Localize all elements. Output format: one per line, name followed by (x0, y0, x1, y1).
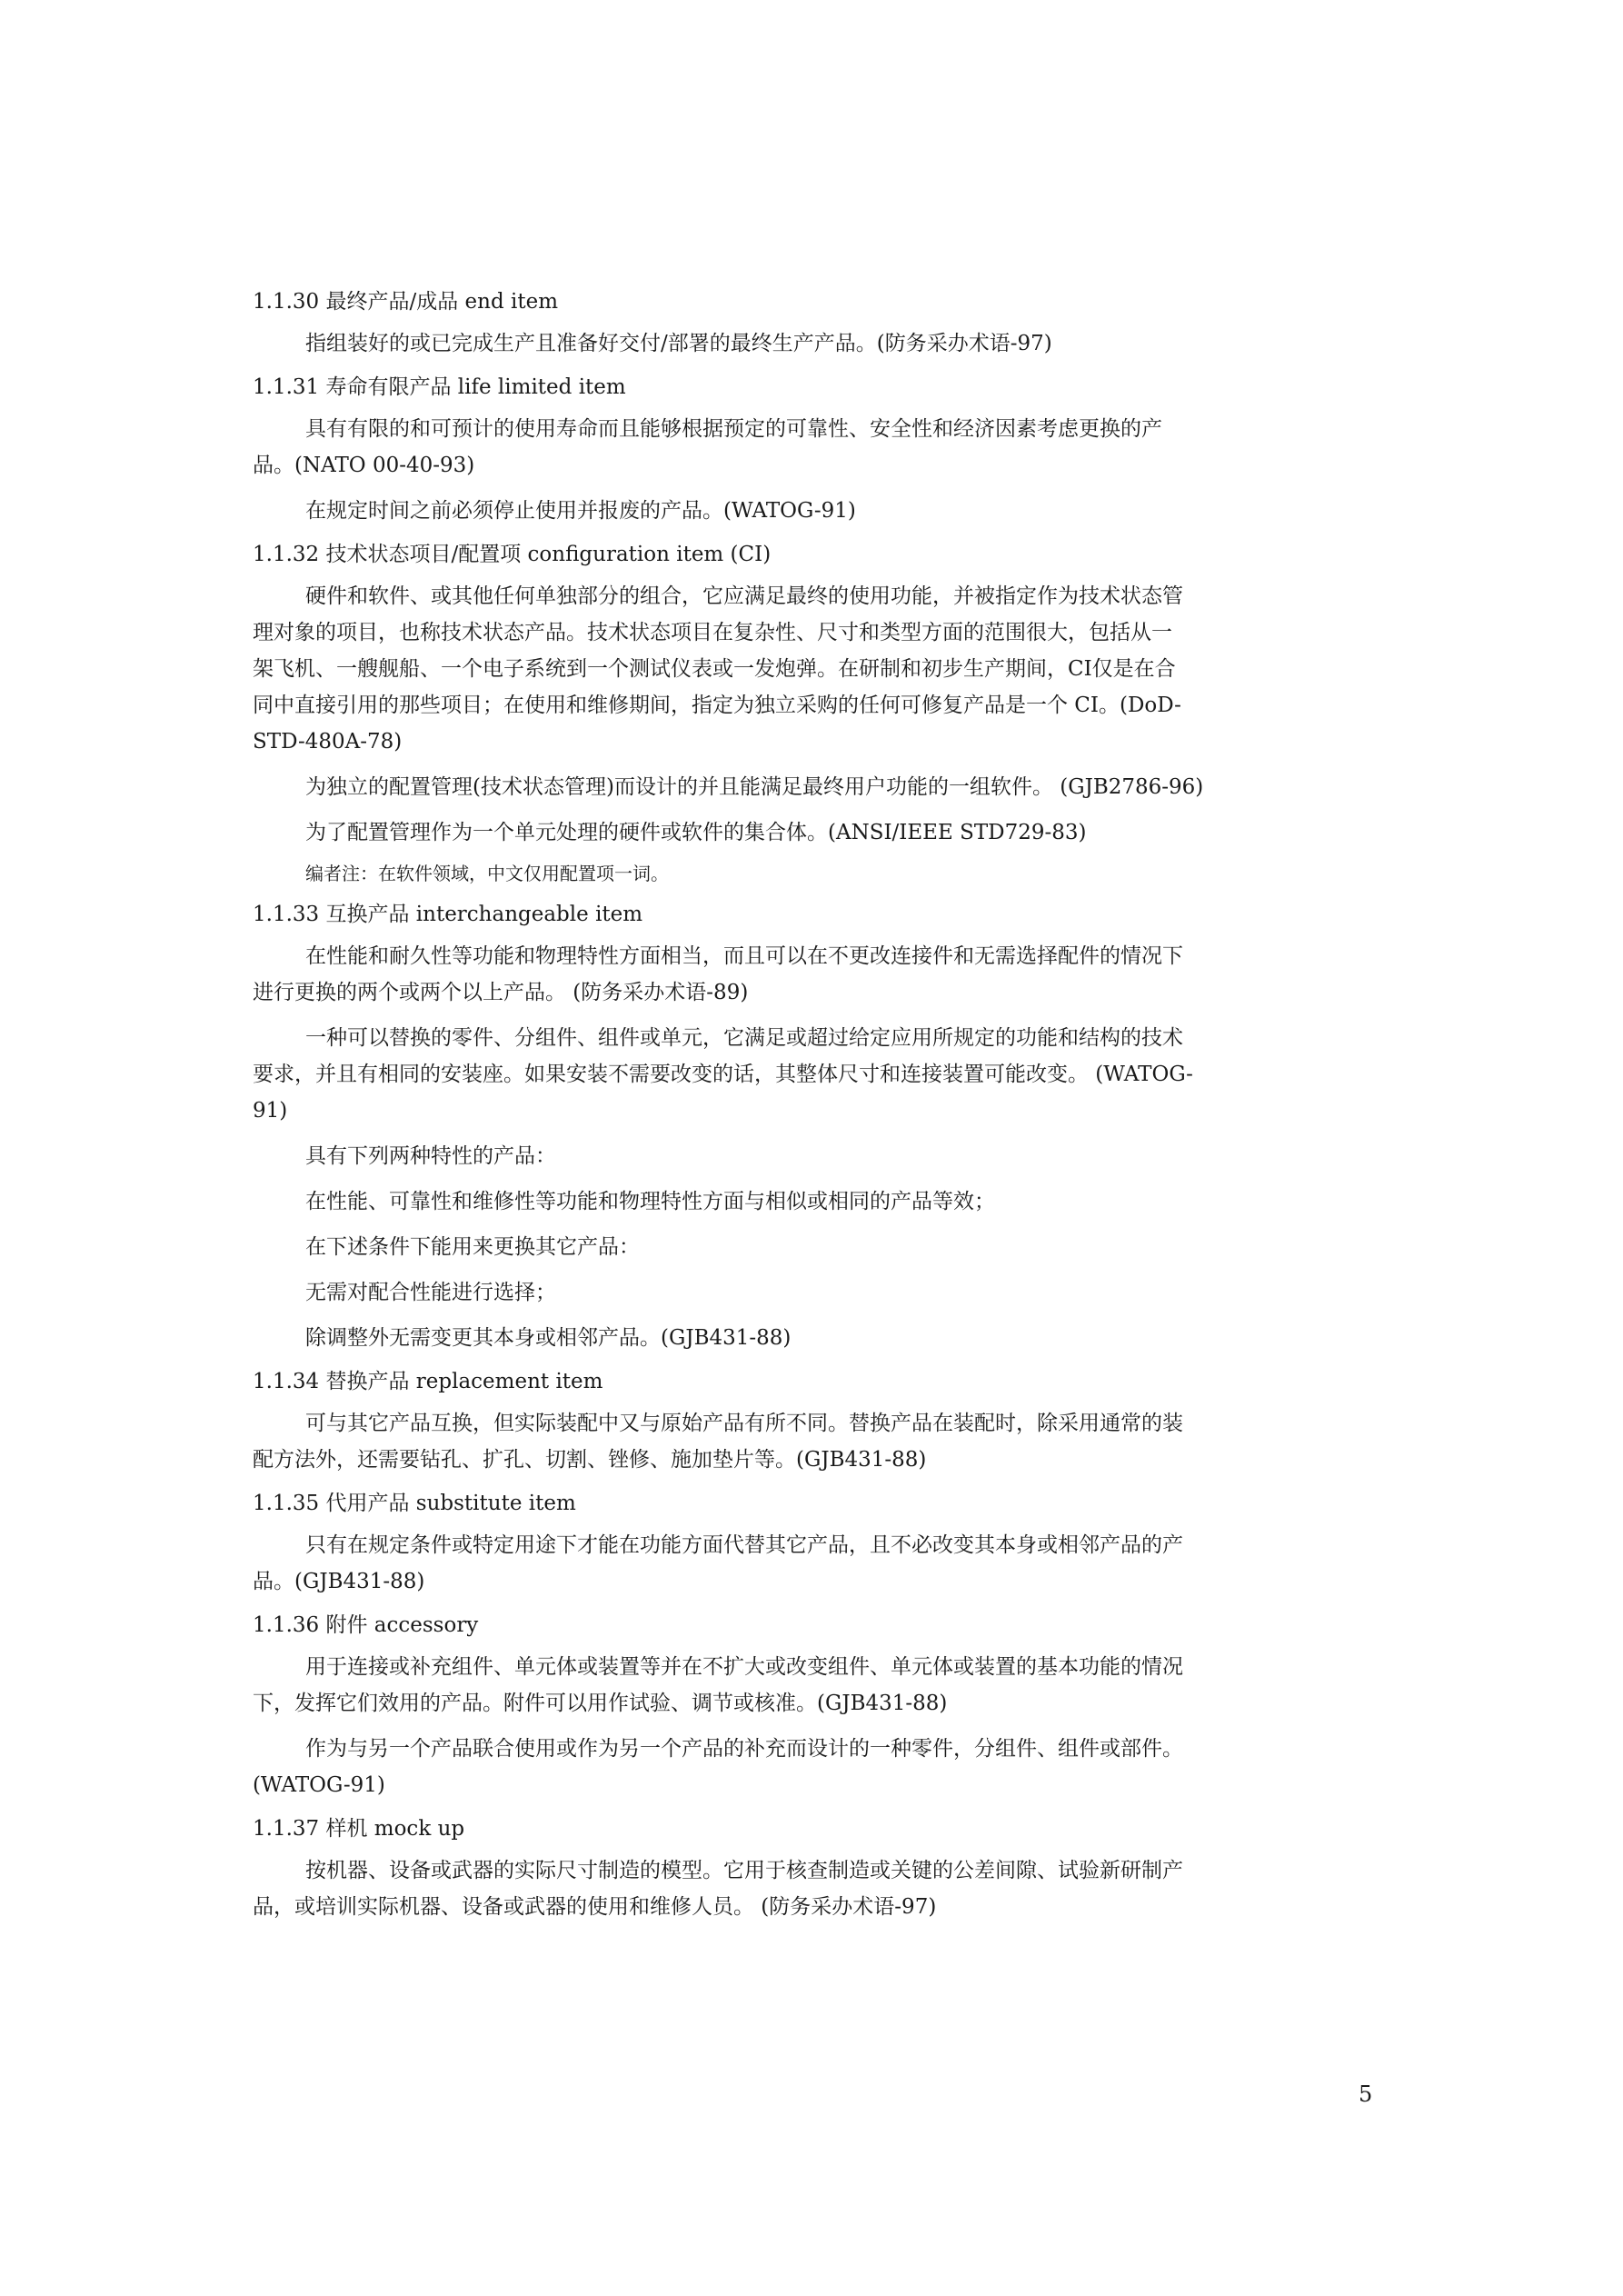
paragraph-line: 具有下列两种特性的产品： (305, 1144, 556, 1168)
paragraph-line: 可与其它产品互换，但实际装配中又与原始产品有所不同。替换产品在装配时，除采用通常的装 (305, 1412, 1183, 1435)
term-heading: 1.1.34 替换产品 replacement item (253, 1370, 603, 1393)
term-heading: 1.1.30 最终产品/成品 end item (253, 290, 559, 314)
definition-paragraph (253, 325, 1318, 362)
definition-paragraph (253, 1229, 1318, 1265)
paragraph-line: 作为与另一个产品联合使用或作为另一个产品的补充而设计的一种零件，分组件、组件或部件。 (305, 1737, 1183, 1761)
definition-paragraph (253, 578, 1318, 760)
term-heading: 1.1.35 代用产品 substitute item (253, 1492, 576, 1515)
paragraph-line: 按机器、设备或武器的实际尺寸制造的模型。它用于核查制造或关键的公差间隙、试验新研制产 (305, 1859, 1183, 1882)
definition-paragraph (253, 769, 1318, 805)
paragraph-line: 在性能、可靠性和维修性等功能和物理特性方面与相似或相同的产品等效； (305, 1190, 995, 1213)
editor-note: 编者注：在软件领域，中文仅用配置项一词。 (305, 863, 669, 884)
definition-paragraph (253, 1020, 1318, 1129)
page-number: 5 (1359, 2081, 1373, 2107)
paragraph-line: 无需对配合性能进行选择； (305, 1281, 556, 1304)
definition-paragraph (253, 1138, 1318, 1174)
definition-paragraph (253, 1852, 1318, 1925)
paragraph-line: 一种可以替换的零件、分组件、组件或单元，它满足或超过给定应用所规定的功能和结构的技术 (305, 1026, 1183, 1050)
paragraph-line: 指组装好的或已完成生产且准备好交付/部署的最终生产产品。(防务采办术语-97) (305, 332, 1052, 355)
definition-paragraph (253, 1649, 1318, 1722)
paragraph-line: 91) (253, 1099, 288, 1123)
definition-paragraph (253, 938, 1318, 1011)
definition-paragraph (253, 411, 1318, 484)
paragraph-line: 在性能和耐久性等功能和物理特性方面相当，而且可以在不更改连接件和无需选择配件的情况下 (305, 944, 1183, 968)
paragraph-line: 进行更换的两个或两个以上产品。 (防务采办术语-89) (253, 981, 749, 1004)
definition-paragraph (253, 1183, 1318, 1220)
paragraph-line: 品。(GJB431-88) (253, 1570, 425, 1593)
definition-paragraph (253, 1274, 1318, 1311)
paragraph-line: 只有在规定条件或特定用途下才能在功能方面代替其它产品，且不必改变其本身或相邻产品的产 (305, 1533, 1183, 1557)
term-heading: 1.1.32 技术状态项目/配置项 configuration item (CI) (253, 543, 772, 566)
term-entry (253, 896, 1318, 1356)
paragraph-line: 硬件和软件、或其他任何单独部分的组合，它应满足最终的使用功能，并被指定作为技术状态管 (305, 584, 1183, 608)
paragraph-line: 要求，并且有相同的安装座。如果安装不需要改变的话，其整体尺寸和连接装置可能改变。 (WATOG- (253, 1063, 1193, 1086)
paragraph-line: 具有有限的和可预计的使用寿命而且能够根据预定的可靠性、安全性和经济因素考虑更换的产 (305, 417, 1162, 441)
definition-paragraph (253, 814, 1318, 851)
term-heading: 1.1.31 寿命有限产品 life limited item (253, 375, 626, 399)
paragraph-line: 下，发挥它们效用的产品。附件可以用作试验、调节或核准。(GJB431-88) (253, 1692, 948, 1715)
term-entry (253, 369, 1318, 529)
paragraph-line: 品。(NATO 00-40-93) (253, 454, 475, 477)
term-entry (253, 284, 1318, 362)
paragraph-line: 为独立的配置管理(技术状态管理)而设计的并且能满足最终用户功能的一组软件。 (GJB2786-96) (305, 775, 1204, 799)
definition-paragraph (253, 1731, 1318, 1803)
paragraph-line: (WATOG-91) (253, 1773, 385, 1797)
paragraph-line: 品，或培训实际机器、设备或武器的使用和维修人员。 (防务采办术语-97) (253, 1895, 937, 1919)
definition-paragraph (253, 1405, 1318, 1478)
definition-paragraph (253, 1527, 1318, 1600)
paragraph-line: 架飞机、一艘舰船、一个电子系统到一个测试仪表或一发炮弹。在研制和初步生产期间，CI仅是在合 (253, 657, 1176, 681)
term-entry (253, 1485, 1318, 1600)
paragraph-line: 理对象的项目，也称技术状态产品。技术状态项目在复杂性、尺寸和类型方面的范围很大，包括从一 (253, 621, 1172, 644)
document-body (253, 284, 1318, 1932)
term-entry (253, 1363, 1318, 1478)
paragraph-line: 除调整外无需变更其本身或相邻产品。(GJB431-88) (305, 1326, 792, 1350)
term-entry (253, 1607, 1318, 1803)
definition-paragraph (253, 1320, 1318, 1356)
paragraph-line: 同中直接引用的那些项目；在使用和维修期间，指定为独立采购的任何可修复产品是一个 CI。(DoD- (253, 694, 1181, 717)
term-entry (253, 1811, 1318, 1925)
definition-paragraph (253, 493, 1318, 529)
paragraph-line: 配方法外，还需要钻孔、扩孔、切割、锉修、施加垫片等。(GJB431-88) (253, 1448, 927, 1472)
term-heading: 1.1.37 样机 mock up (253, 1817, 465, 1841)
paragraph-line: 在下述条件下能用来更换其它产品： (305, 1235, 640, 1259)
term-heading: 1.1.33 互换产品 interchangeable item (253, 903, 643, 926)
paragraph-line: 用于连接或补充组件、单元体或装置等并在不扩大或改变组件、单元体或装置的基本功能的情况 (305, 1655, 1183, 1679)
paragraph-line: STD-480A-78) (253, 730, 403, 754)
paragraph-line: 为了配置管理作为一个单元处理的硬件或软件的集合体。(ANSI/IEEE STD729-83) (305, 821, 1087, 844)
paragraph-line: 在规定时间之前必须停止使用并报废的产品。(WATOG-91) (305, 499, 856, 523)
term-heading: 1.1.36 附件 accessory (253, 1613, 479, 1637)
term-entry (253, 536, 1318, 889)
